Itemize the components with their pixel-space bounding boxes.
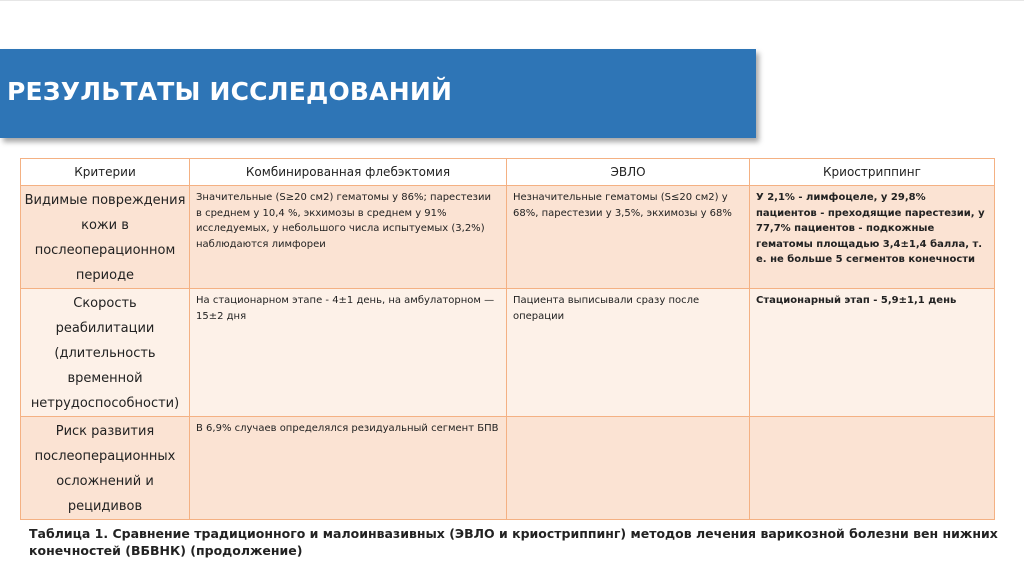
top-divider: [0, 0, 1024, 1]
combined-cell: На стационарном этапе - 4±1 день, на амбулаторном — 15±2 дня: [190, 289, 507, 417]
combined-cell: Значительные (S≥20 см2) гематомы у 86%; парестезии в среднем у 10,4 %, экхимозы в среднем у 91% исследуемых, у небольшого числа испытуемых (3,2%) наблюдаются лимфореи: [190, 186, 507, 289]
header-criteria: Критерии: [21, 159, 190, 186]
page-title: РЕЗУЛЬТАТЫ ИССЛЕДОВАНИЙ: [7, 77, 453, 106]
evlo-cell: Пациента выписывали сразу после операции: [507, 289, 750, 417]
combined-cell: В 6,9% случаев определялся резидуальный сегмент БПВ: [190, 417, 507, 520]
cryo-cell: Стационарный этап - 5,9±1,1 день: [750, 289, 995, 417]
cryo-cell: У 2,1% - лимфоцеле, у 29,8% пациентов - преходящие парестезии, у 77,7% пациентов - подкожные гематомы площадью 3,4±1,4 балла, т. е. не больше 5 сегментов конечности: [750, 186, 995, 289]
title-banner: [0, 49, 756, 138]
header-cryostripping: Криостриппинг: [750, 159, 995, 186]
evlo-cell: [507, 417, 750, 520]
table-row: [21, 289, 995, 417]
criterion-cell: Видимые повреждения кожи в послеоперационном периоде: [21, 186, 190, 289]
table-header-row: [21, 159, 995, 186]
results-table: [20, 158, 995, 520]
table-caption: Таблица 1. Сравнение традиционного и малоинвазивных (ЭВЛО и криостриппинг) методов лечения варикозной болезни вен нижних конечностей (ВБВНК) (продолжение): [29, 526, 998, 558]
header-combined-phlebectomy: Комбинированная флебэктомия: [190, 159, 507, 186]
table-row: [21, 186, 995, 289]
header-evlo: ЭВЛО: [507, 159, 750, 186]
criterion-cell: Скорость реабилитации (длительность временной нетрудоспособности): [21, 289, 190, 417]
cryo-cell: [750, 417, 995, 520]
criterion-cell: Риск развития послеоперационных осложнений и рецидивов: [21, 417, 190, 520]
table-row: [21, 417, 995, 520]
evlo-cell: Незначительные гематомы (S≤20 см2) у 68%, парестезии у 3,5%, экхимозы у 68%: [507, 186, 750, 289]
